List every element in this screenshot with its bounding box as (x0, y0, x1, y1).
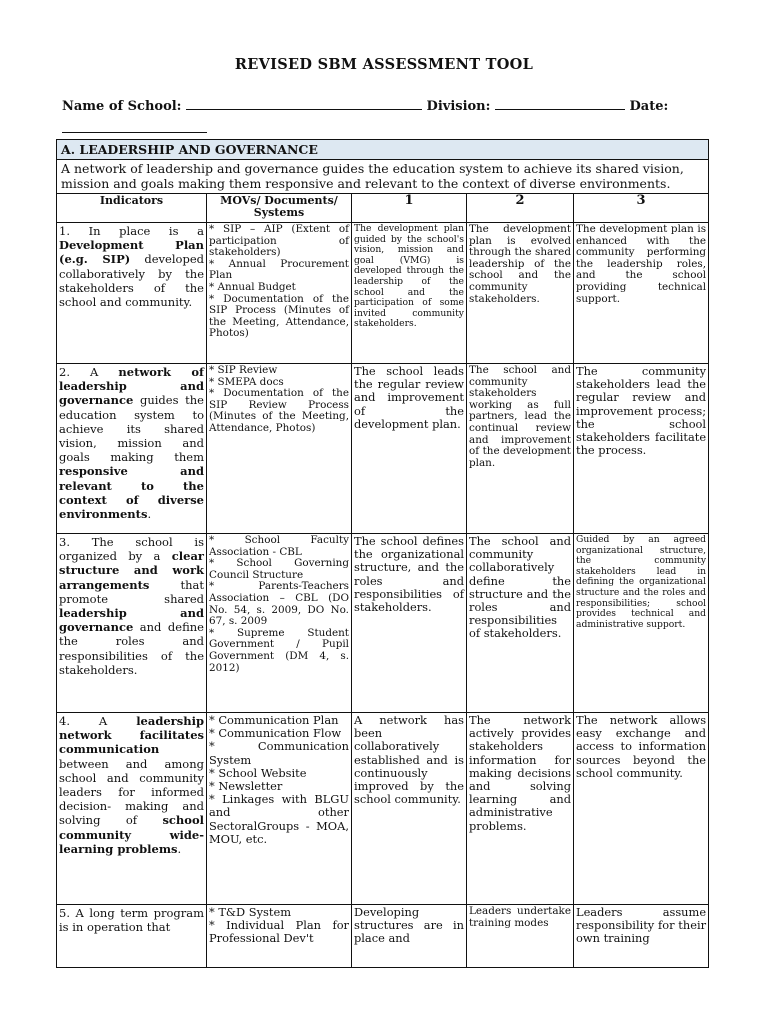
level-1-cell: The development plan guided by the school's vision, mission and goal (VMG) is developed through the leadership of the school and the participation of some invited community stakeholders. (352, 223, 467, 364)
indicator-cell: 2. A network of leadership and governance guides the education system to achieve its shared vision, mission and goals making them responsive and relevant to the context of diverse environments. (57, 364, 207, 534)
indicator-cell: 3. The school is organized by a clear structure and work arrangements that promote shared leadership and governance and define the roles and responsibilities of the stakeholders. (57, 534, 207, 713)
level-2-cell: The school and community stakeholders working as full partners, lead the continual review and improvement of the development plan. (467, 364, 574, 534)
division-label: Division: (426, 99, 491, 114)
level-1-cell: The school leads the regular review and improvement of the development plan. (352, 364, 467, 534)
level-1-cell: Developing structures are in place and (352, 905, 467, 968)
table-row (57, 713, 709, 905)
table-row (57, 223, 709, 364)
table-header-row (57, 194, 709, 223)
header-fields (62, 97, 668, 114)
section-heading: A. LEADERSHIP AND GOVERNANCE (57, 140, 709, 160)
date-label: Date: (629, 99, 669, 114)
movs-cell: * School Faculty Association - CBL * School Governing Council Structure * Parents-Teachers Association – CBL (DO No. 54, s. 2009, DO No. 67, s. 2009 * Supreme Student Government / Pupil Government (DM 4, s. 2012) (207, 534, 352, 713)
assessment-table (56, 139, 709, 968)
level-2-cell: The school and community collaboratively define the structure and the roles and responsibilities of stakeholders. (467, 534, 574, 713)
col-level-3: 3 (574, 194, 709, 223)
school-name-label: Name of School: (62, 99, 182, 114)
table-row (57, 534, 709, 713)
movs-cell: * SIP – AIP (Extent of participation of stakeholders) * Annual Procurement Plan * Annual Budget * Documentation of the SIP Process (Minutes of the Meeting, Attendance, Photos) (207, 223, 352, 364)
level-2-cell: Leaders undertake training modes (467, 905, 574, 968)
section-description: A network of leadership and governance guides the education system to achieve its shared vision, mission and goals making them responsive and relevant to the context of diverse environments. (57, 160, 709, 194)
col-level-1: 1 (352, 194, 467, 223)
col-level-2: 2 (467, 194, 574, 223)
level-2-cell: The network actively provides stakeholders information for making decisions and solving learning and administrative problems. (467, 713, 574, 905)
movs-cell: * SIP Review * SMEPA docs * Documentation of the SIP Review Process (Minutes of the Meeting, Attendance, Photos) (207, 364, 352, 534)
date-field (62, 118, 207, 137)
indicator-cell: 4. A leadership network facilitates communication between and among school and community leaders for informed decision- making and solving of school community wide- learning problems. (57, 713, 207, 905)
level-3-cell: Guided by an agreed organizational structure, the community stakeholders lead in defining the organizational structure and the roles and responsibilities; school provides technical and administrative support. (574, 534, 709, 713)
school-name-blank[interactable] (186, 97, 422, 110)
date-blank[interactable] (62, 122, 207, 133)
document-title: REVISED SBM ASSESSMENT TOOL (234, 56, 534, 73)
movs-cell: * Communication Plan * Communication Flow * Communication System * School Website * Newsletter * Linkages with BLGU and other SectoralGroups - MOA, MOU, etc. (207, 713, 352, 905)
division-blank[interactable] (495, 97, 625, 110)
level-1-cell: A network has been collaboratively established and is continuously improved by the school community. (352, 713, 467, 905)
level-3-cell: Leaders assume responsibility for their own training (574, 905, 709, 968)
level-1-cell: The school defines the organizational structure, and the roles and responsibilities of stakeholders. (352, 534, 467, 713)
level-2-cell: The development plan is evolved through the shared leadership of the school and the community stakeholders. (467, 223, 574, 364)
table-row (57, 905, 709, 968)
level-3-cell: The network allows easy exchange and access to information sources beyond the school community. (574, 713, 709, 905)
table-row (57, 364, 709, 534)
col-movs: MOVs/ Documents/ Systems (207, 194, 352, 223)
movs-cell: * T&D System * Individual Plan for Professional Dev't (207, 905, 352, 968)
indicator-cell: 1. In place is a Development Plan (e.g. SIP) developed collaboratively by the stakeholders of the school and community. (57, 223, 207, 364)
indicator-cell: 5. A long term program is in operation that (57, 905, 207, 968)
level-3-cell: The community stakeholders lead the regular review and improvement process; the school stakeholders facilitate the process. (574, 364, 709, 534)
level-3-cell: The development plan is enhanced with the community performing the leadership roles, and the school providing technical support. (574, 223, 709, 364)
col-indicators: Indicators (57, 194, 207, 223)
